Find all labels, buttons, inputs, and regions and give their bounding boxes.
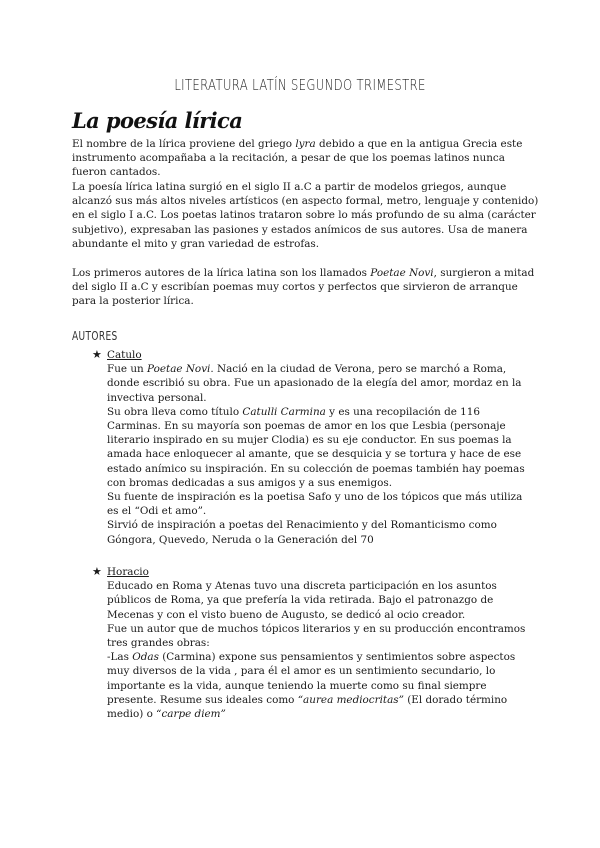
list-item: Educado en Roma y Atenas tuvo una discreta participación en los asuntos públicos de Roma, ya que prefería la vida retirada. Bajo el patronazgo de Mecenas y con el visto bueno de Augusto, se dedicó al ocio creador. [107, 580, 497, 621]
author-name: Catulo [107, 349, 142, 361]
author-catulo [92, 348, 532, 547]
list-item: Su obra lleva como título Catulli Carmina y es una recopilación de 116 Carminas. En su mayoría son poemas de amor en los que Lesbia (personaje literario inspirado en su mujer Clodia) es su eje conductor. En sus poemas la amada hace enloquecer al amante, que se desquicia y se tortura y hace de ese estado anímico su inspiración. En su colección de poemas también hay poemas con bromas dedicadas a sus amigos y a sus enemigos. [107, 405, 525, 489]
authors-heading: AUTORES [72, 329, 118, 343]
intro-paragraph-2: La poesía lírica latina surgió en el siglo II a.C a partir de modelos griegos, aunque alcanzó sus más altos niveles artísticos (en aspecto formal, metro, lenguaje y contenido) en el siglo I a.C. Los poetas latinos trataron sobre lo más profundo de su alma (carácter subjetivo), expresaban las pasiones y estados anímicos de sus autores. Usa de manera abundante el mito y gran variedad de estrofas. [72, 181, 539, 250]
list-item: -Las Odas (Carmina) expone sus pensamientos y sentimientos sobre aspectos muy diversos de la vida , para él el amor es un sentimiento secundario, lo importante es la vida, aunque teniendo la muerte como su final siempre presente. Resume sus ideales como “aurea mediocritas” (El dorado término medio) o “carpe diem” [107, 651, 516, 721]
list-item: Fue un autor que de muchos tópicos literarios y en su producción encontramos tres grandes obras: [107, 622, 526, 650]
author-name: Horacio [107, 566, 149, 578]
list-item: Sirvió de inspiración a poetas del Renacimiento y del Romanticismo como Góngora, Quevedo, Neruda o la Generación del 70 [107, 519, 497, 546]
list-item: Fue un Poetae Novi. Nació en la ciudad de Verona, pero se marchó a Roma, donde escribió su obra. Fue un apasionado de la elegía del amor, mordaz en la invectiva personal. [107, 363, 522, 404]
star-bullet-icon: ★ [92, 348, 102, 361]
author-horacio [92, 565, 532, 721]
intro-paragraph-1: El nombre de la lírica proviene del griego lyra debido a que en la antigua Grecia este instrumento acompañaba a la recitación, a pesar de que los poemas latinos nunca fueron cantados. [72, 138, 523, 179]
intro-paragraph-3: Los primeros autores de la lírica latina son los llamados Poetae Novi, surgieron a mitad del siglo II a.C y escribían poemas muy cortos y perfectos que sirvieron de arranque para la posterior lírica. [72, 267, 535, 308]
document-title: LITERATURA LATÍN SEGUNDO TRIMESTRE [174, 76, 426, 94]
list-item: Su fuente de inspiración es la poetisa Safo y uno de los tópicos que más utiliza es el “Odi et amo”. [107, 491, 523, 518]
star-bullet-icon: ★ [92, 565, 102, 578]
section-title: La poesía lírica [72, 108, 243, 133]
